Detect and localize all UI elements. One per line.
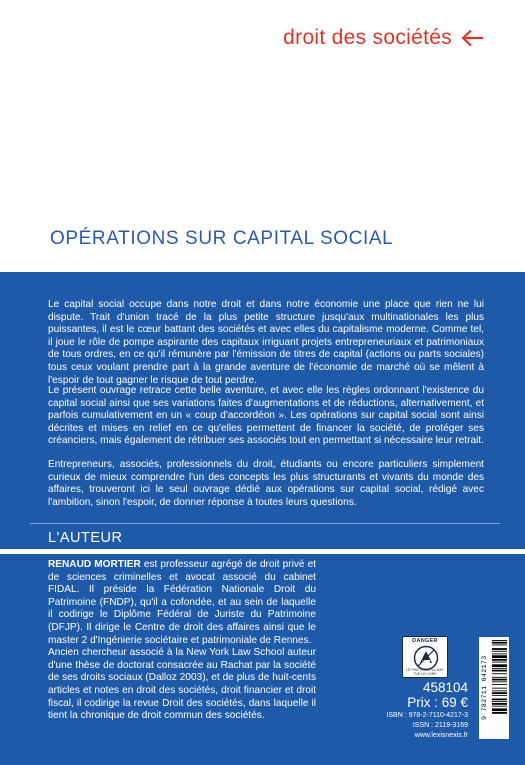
barcode-digits: 9 782711 042173 [481,655,488,721]
description-panel [0,272,525,765]
danger-sub-label: LE PHOTOCOPILLAGE TUE LE LIVRE [406,668,444,676]
author-divider [30,523,500,524]
issn: ISSN : 2119-3169 [412,722,468,729]
barcode-bar [492,695,507,696]
barcode-bar [492,654,507,655]
barcode-bar [492,640,507,641]
barcode-bar [492,692,507,694]
series-label-text: droit des sociétés [283,26,452,49]
barcode-bar [492,655,507,658]
barcode-bar [492,645,507,646]
description-paragraph-1: Le capital social occupe dans notre droit et dans notre économie une place que rien ne lui dispute. Trait d'union tracé de la plus petite structure jusqu'aux multinationales les plus puissantes, il est le cœur battant des sociétés et avec elles du capitalisme moderne. Comme tel, il joue le rôle de pompe aspirante des capitaux irriguant projets entrepreneuriaux et patrimoniaux de tous ordres, en ce qu'il rémunère par l'émission de titres de capital (actions ou parts sociales) tous ceux voulant prendre part à la grande aventure de l'économie de marché où se mêlent à l'espoir de tout gagner le risque de tout perdre. [48,299,484,386]
cover-top-area [0,0,525,272]
barcode-bar [492,651,507,652]
author-bio-text: est professeur agrégé de droit privé et de sciences criminelles et avocat associé du cabinet FIDAL. Il préside la Fédération Nationale Droit du Patrimoine (FNDP), qu'il a cofondée, et au sein de laquelle il codirige le Diplôme Fédéral de Juriste du Patrimoine (DFJP). Il dirige le Centre de droit des affaires ainsi que le master 2 d'Ingénierie sociétaire et patrimoniale de Rennes. [48,559,317,646]
barcode-bar [492,659,507,661]
barcode-bar [492,668,507,669]
barcode-bar [492,690,507,691]
author-bio [48,559,316,723]
danger-label: DANGER [412,638,438,644]
author-bio-text-2: Ancien chercheur associé à la New York Law School auteur d'une thèse de doctorat consacrée au Rachat par la société de ses droits sociaux (Dalloz 2003), et de plus de huit-cents articles et notes en droit des sociétés, droit financier et droit fiscal, il codirige la revue Droit des sociétés, dans laquelle il tient la chronique de droit commun des sociétés. [48,647,316,722]
barcode-bar [492,662,507,663]
barcode-bar [492,708,507,711]
website: www.lexisnexis.fr [414,732,468,739]
barcode-bar [492,670,507,672]
barcode-bar [492,688,507,689]
barcode-bar [492,706,507,707]
author-name: RENAUD MORTIER [48,559,141,570]
price: Prix : 69 € [407,695,468,710]
barcode-bar [492,681,507,682]
arrow-left-icon [461,29,485,47]
author-heading-bar [0,549,525,554]
publication-number: 458104 [422,680,468,695]
isbn: ISBN : 978-2-7110-4217-3 [386,712,468,719]
barcode-bar [492,664,507,667]
barcode-bar [492,701,507,702]
barcode [479,637,509,739]
barcode-bar [492,679,507,681]
barcode-bar [492,712,507,714]
barcode-bar [492,673,507,674]
barcode-bar [492,684,507,685]
description-paragraph-2: Le présent ouvrage retrace cette belle aventure, et avec elle les règles ordonnant l'existence du capital social ainsi que ses variations faites d'augmentations et de réductions, alternativement, et parfois cumulativement en un « coup d'accordéon ». Les opérations sur capital social sont ainsi décrites et mises en relief en ce qu'elles permettent de financer la société, de protéger ses créanciers, mais également de rétribuer ses associés tout en permettant si nécessaire leur retrait. [48,385,484,447]
book-title: OPÉRATIONS SUR CAPITAL SOCIAL [50,228,394,249]
author-heading: L'AUTEUR [48,530,123,546]
series-label [283,26,485,50]
description-paragraph-3: Entrepreneurs, associés, professionnels du droit, étudiants ou encore particuliers simplement curieux de mieux comprendre l'un des concepts les plus structurants et vivants du monde des affaires, trouveront ici le seul ouvrage dédié aux opérations sur capital social, rédigé avec l'ambition, sinon l'espoir, de donner réponse à toutes leurs questions. [48,459,484,508]
barcode-bar [492,703,507,705]
barcode-bar [492,648,507,650]
barcode-bar [492,677,507,678]
photocopy-danger-badge [402,636,448,678]
barcode-bar [492,699,507,701]
barcode-bar [492,642,507,644]
